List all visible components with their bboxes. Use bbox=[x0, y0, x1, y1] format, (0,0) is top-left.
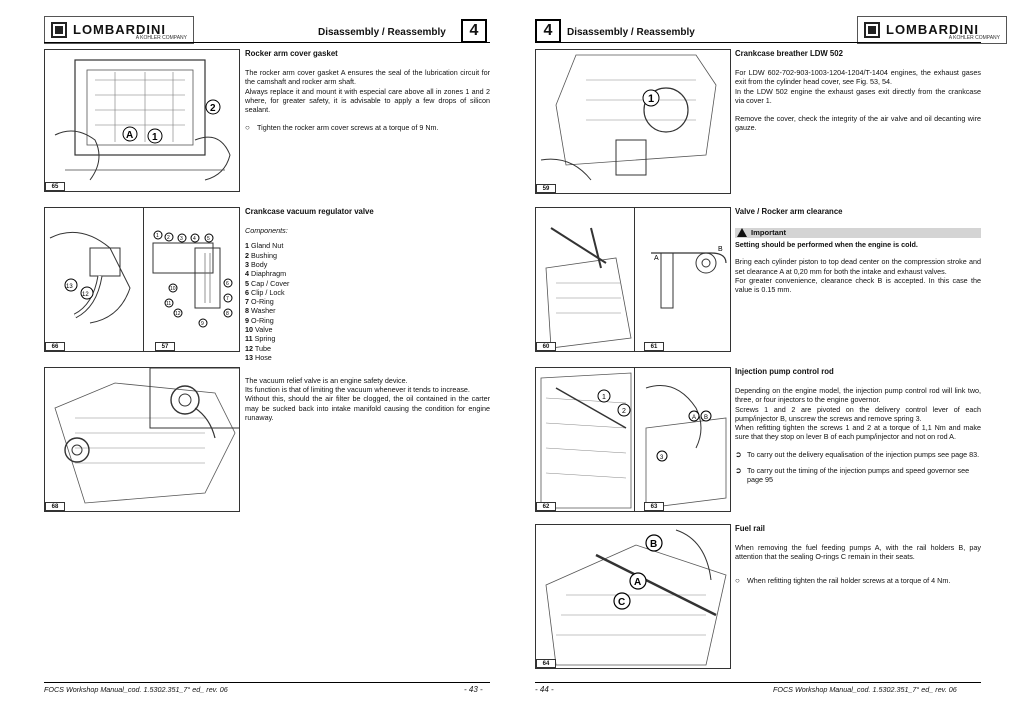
svg-text:1: 1 bbox=[156, 233, 159, 239]
lombardini-logo bbox=[857, 16, 1007, 44]
paragraph: In the LDW 502 engine the exhaust gases exit directly from the crankcase via cover 1. bbox=[735, 86, 981, 105]
svg-text:B: B bbox=[704, 415, 709, 421]
important-notice bbox=[735, 228, 981, 238]
component-item bbox=[245, 316, 490, 325]
figure-number: 62 bbox=[536, 502, 556, 511]
component-number: 7 bbox=[245, 297, 249, 307]
figure-divider bbox=[634, 368, 635, 511]
figure-59 bbox=[535, 49, 731, 194]
logo-subtitle: A KOHLER COMPANY bbox=[948, 35, 1000, 41]
component-number: 10 bbox=[245, 325, 253, 335]
figure-65 bbox=[44, 49, 240, 192]
component-label: Body bbox=[251, 260, 268, 269]
component-item bbox=[245, 353, 490, 362]
paragraph: The rocker arm cover gasket A ensures the seal of the lubrication circuit for the camshaft and rocker arm shaft. bbox=[245, 68, 490, 87]
arrow-bullet-icon: ➲ bbox=[735, 465, 742, 475]
component-label: Valve bbox=[255, 325, 273, 335]
bullet-text: When refitting tighten the rail holder screws at a torque of 4 Nm. bbox=[747, 575, 951, 585]
component-number: 4 bbox=[245, 269, 249, 279]
svg-text:3: 3 bbox=[180, 236, 183, 242]
logo-mark-icon bbox=[864, 22, 880, 38]
figure-number: 63 bbox=[644, 502, 664, 511]
section-crankcase-breather bbox=[735, 49, 981, 141]
component-label: Gland Nut bbox=[251, 241, 284, 251]
component-label: Clip / Lock bbox=[251, 287, 285, 297]
figure-number: 65 bbox=[45, 182, 65, 191]
svg-text:1: 1 bbox=[152, 132, 158, 143]
paragraph: Bring each cylinder piston to top dead center on the compression stroke and set clearance A at 0,20 mm for both the intake and exhaust valves. bbox=[735, 257, 981, 276]
header-title: Disassembly / Reassembly bbox=[318, 27, 446, 38]
paragraph: Without this, should the air filter be clogged, the oil contained in the carter may be sucked back into intake manifold causing the condition for engine runaway. bbox=[245, 394, 490, 422]
circle-bullet-icon: ○ bbox=[245, 123, 250, 133]
svg-text:6: 6 bbox=[226, 281, 229, 287]
svg-text:C: C bbox=[618, 597, 626, 608]
warning-triangle-icon bbox=[737, 228, 747, 237]
component-item bbox=[245, 241, 490, 250]
bullet-text: Tighten the rocker arm cover screws at a torque of 9 Nm. bbox=[257, 123, 439, 133]
svg-text:A: A bbox=[126, 130, 134, 141]
paragraph: Remove the cover, check the integrity of the air valve and oil decanting wire gauze. bbox=[735, 114, 981, 133]
svg-text:10: 10 bbox=[170, 286, 176, 292]
component-number: 6 bbox=[245, 287, 249, 297]
footer-text: FOCS Workshop Manual_cod. 1.5302.351_7° ed_ rev. 06 bbox=[773, 685, 957, 694]
logo-subtitle: A KOHLER COMPANY bbox=[135, 35, 187, 41]
figure-divider bbox=[634, 208, 635, 351]
svg-text:3: 3 bbox=[660, 455, 664, 461]
figure-number: 66 bbox=[45, 342, 65, 351]
component-label: Diaphragm bbox=[251, 269, 287, 279]
figure-number: 61 bbox=[644, 342, 664, 351]
component-number: 3 bbox=[245, 260, 249, 269]
section-title: Valve / Rocker arm clearance bbox=[735, 207, 843, 216]
svg-text:8: 8 bbox=[226, 311, 229, 317]
svg-text:2: 2 bbox=[167, 235, 170, 241]
figure-divider bbox=[143, 208, 144, 351]
bullet-text: To carry out the delivery equalisation of the injection pumps see page 83. bbox=[747, 450, 980, 460]
component-label: Tube bbox=[254, 343, 271, 353]
component-label: Spring bbox=[254, 334, 276, 344]
figure-number: 57 bbox=[155, 342, 175, 351]
chapter-number: 4 bbox=[461, 19, 487, 43]
component-item bbox=[245, 288, 490, 297]
page-number: - 44 - bbox=[535, 685, 554, 694]
svg-text:4: 4 bbox=[193, 236, 196, 242]
bullet-item bbox=[735, 576, 981, 585]
section-title: Rocker arm cover gasket bbox=[245, 49, 338, 58]
component-label: Washer bbox=[251, 306, 276, 316]
component-item bbox=[245, 297, 490, 306]
svg-text:12: 12 bbox=[82, 292, 89, 298]
svg-text:2: 2 bbox=[210, 103, 216, 114]
svg-text:11: 11 bbox=[166, 301, 172, 307]
section-rocker-arm-gasket bbox=[245, 49, 490, 138]
svg-text:9: 9 bbox=[201, 321, 204, 327]
paragraph: The vacuum relief valve is an engine safety device. bbox=[245, 376, 408, 385]
component-item bbox=[245, 325, 490, 334]
footer-text: FOCS Workshop Manual_cod. 1.5302.351_7° ed_ rev. 06 bbox=[44, 685, 228, 694]
lombardini-logo bbox=[44, 16, 194, 44]
figure-number: 60 bbox=[536, 342, 556, 351]
component-number: 13 bbox=[245, 352, 253, 362]
svg-text:5: 5 bbox=[207, 236, 210, 242]
svg-text:1: 1 bbox=[602, 394, 606, 401]
component-item bbox=[245, 269, 490, 278]
figure-64 bbox=[535, 524, 731, 669]
svg-text:1: 1 bbox=[648, 93, 655, 105]
component-label: O-Ring bbox=[251, 315, 274, 325]
svg-text:13: 13 bbox=[66, 284, 73, 290]
component-number: 12 bbox=[245, 343, 253, 353]
figure-number: 59 bbox=[536, 184, 556, 193]
paragraph: Depending on the engine model, the injection pump control rod will link two, three, or four injectors to the engine governor. bbox=[735, 386, 981, 405]
section-title: Injection pump control rod bbox=[735, 367, 834, 376]
logo-name: LOMBARDINI bbox=[886, 22, 980, 37]
component-number: 11 bbox=[245, 334, 253, 344]
paragraph: Screws 1 and 2 are pivoted on the delivery control lever of each pump/injector B, unscrew the screws and remove spring 3. bbox=[735, 404, 981, 423]
svg-text:A: A bbox=[654, 255, 659, 262]
section-title: Fuel rail bbox=[735, 524, 765, 533]
component-item bbox=[245, 344, 490, 353]
svg-text:A: A bbox=[634, 577, 642, 588]
figure-68 bbox=[44, 367, 240, 512]
component-item bbox=[245, 279, 490, 288]
left-page bbox=[0, 0, 506, 725]
footer-rule bbox=[535, 682, 981, 683]
header-rule bbox=[44, 42, 490, 43]
section-title: Crankcase breather LDW 502 bbox=[735, 49, 843, 58]
section-fuel-rail bbox=[735, 524, 981, 591]
component-label: Hose bbox=[255, 352, 272, 362]
important-label: Important bbox=[751, 228, 787, 238]
component-item bbox=[245, 251, 490, 260]
paragraph: Its function is that of limiting the vacuum whenever it tends to increase. bbox=[245, 385, 470, 395]
svg-text:B: B bbox=[718, 246, 723, 253]
component-number: 2 bbox=[245, 250, 249, 260]
component-number: 9 bbox=[245, 315, 249, 325]
section-valve-clearance bbox=[735, 207, 981, 303]
paragraph: For LDW 602-702-903-1003-1204-1204/T-1404 engines, the exhaust gases exit from the cylinder head cover, see Fig. 53, 54. bbox=[735, 68, 981, 87]
bullet-item bbox=[245, 123, 490, 132]
svg-text:A: A bbox=[692, 415, 697, 421]
figure-number: 64 bbox=[536, 659, 556, 668]
svg-text:12: 12 bbox=[175, 311, 181, 317]
figure-number: 68 bbox=[45, 502, 65, 511]
figure-66-57 bbox=[44, 207, 240, 352]
header-title: Disassembly / Reassembly bbox=[567, 27, 695, 38]
component-label: Bushing bbox=[251, 250, 277, 260]
component-item bbox=[245, 334, 490, 343]
svg-text:2: 2 bbox=[622, 408, 626, 415]
svg-text:7: 7 bbox=[226, 296, 229, 302]
circle-bullet-icon: ○ bbox=[735, 575, 740, 585]
important-text: Setting should be performed when the engine is cold. bbox=[735, 240, 918, 250]
component-item bbox=[245, 260, 490, 269]
bullet-item bbox=[735, 466, 981, 484]
component-number: 8 bbox=[245, 306, 249, 316]
figure-60-61 bbox=[535, 207, 731, 352]
page-number: - 43 - bbox=[464, 685, 483, 694]
section-title: Crankcase vacuum regulator valve bbox=[245, 207, 374, 216]
section-injection-pump-rod bbox=[735, 367, 981, 490]
paragraph: Always replace it and mount it with especial care above all in zones 1 and 2 where, for greater safety, it is advisable to apply a few drops of silicon sealant. bbox=[245, 86, 490, 115]
figure-62-63 bbox=[535, 367, 731, 512]
bullet-text: To carry out the timing of the injection pumps and speed governor see page 95 bbox=[747, 465, 970, 484]
header-rule bbox=[535, 42, 981, 43]
component-number: 5 bbox=[245, 278, 249, 288]
component-item bbox=[245, 306, 490, 315]
paragraph: When refitting tighten the screws 1 and 2 at a torque of 1,1 Nm and make sure that they stop on lever B of each pump/injector and not on rod A. bbox=[735, 423, 981, 442]
component-label: O-Ring bbox=[251, 297, 274, 307]
components-label: Components: bbox=[245, 226, 288, 236]
components-list bbox=[245, 241, 490, 362]
section-vacuum-valve bbox=[245, 207, 490, 362]
bullet-item bbox=[735, 450, 981, 459]
paragraph: When removing the fuel feeding pumps A, with the rail holders B, pay attention that the sealing O-rings C remain in their seats. bbox=[735, 543, 981, 562]
component-label: Cap / Cover bbox=[251, 278, 290, 288]
arrow-bullet-icon: ➲ bbox=[735, 450, 742, 460]
chapter-number: 4 bbox=[535, 19, 561, 43]
logo-mark-icon bbox=[51, 22, 67, 38]
section-vacuum-relief bbox=[245, 376, 490, 431]
logo-name: LOMBARDINI bbox=[73, 22, 167, 37]
footer-rule bbox=[44, 682, 490, 683]
right-page bbox=[515, 0, 1021, 725]
paragraph: For greater convenience, clearance check B is accepted. In this case the value is 0.15 mm. bbox=[735, 275, 981, 295]
component-number: 1 bbox=[245, 241, 249, 251]
svg-text:B: B bbox=[650, 539, 658, 550]
